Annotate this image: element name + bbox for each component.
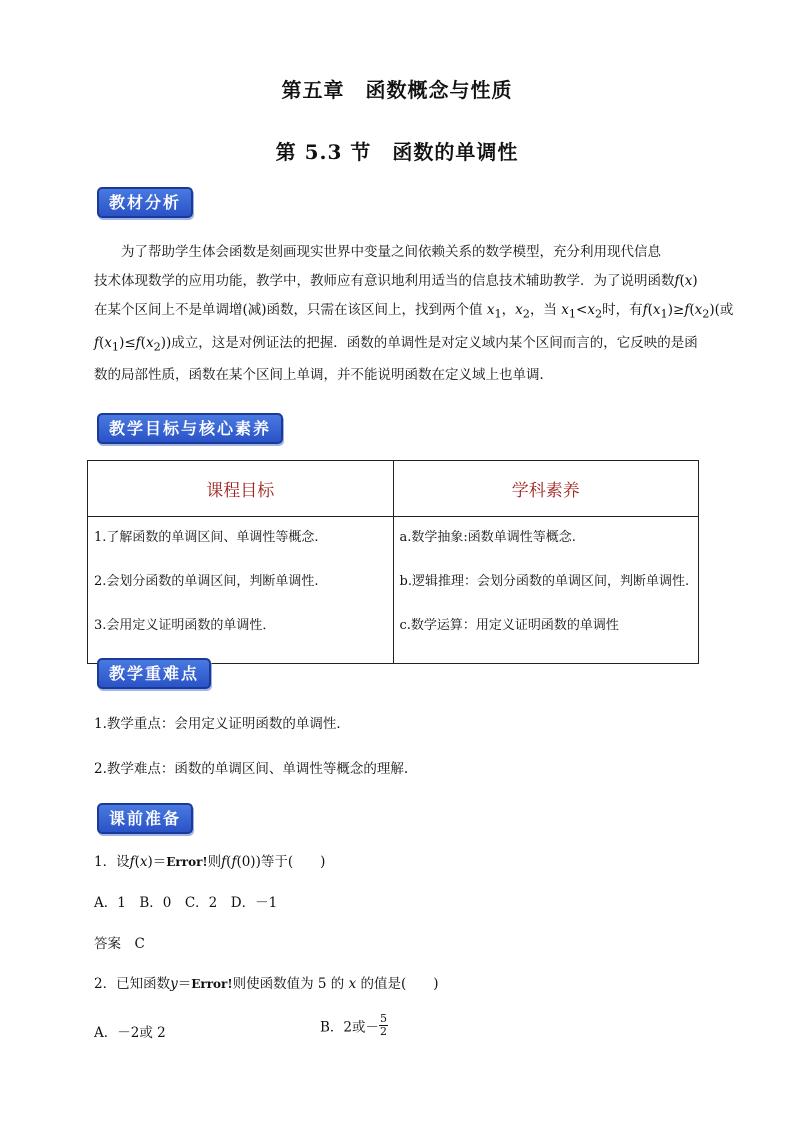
question-1-answer: 答案 C — [94, 936, 145, 952]
analysis-line-2: 技术体现数学的应用功能，教学中，教师应有意识地利用适当的信息技术辅助教学．为了说明函数f(x) — [94, 273, 698, 289]
question-2-option-b: B．2或－ $\frac{5}{2}$ — [320, 1012, 388, 1038]
course-goal-item: 1.了解函数的单调区间、单调性等概念. — [94, 530, 319, 545]
header-literacy: 学科素养 — [393, 461, 699, 517]
course-goal-item: 2.会划分函数的单调区间，判断单调性. — [94, 574, 319, 589]
literacy-item: b.逻辑推理：会划分函数的单调区间，判断单调性. — [399, 574, 690, 589]
analysis-line-4: $f(x_1)\le f(x_2)$)成立，这是对例证法的把握．函数的单调性是对定义域内某个区间而言的，它反映的是函 — [94, 334, 698, 354]
question-1: 1．设f(x)＝Error!则f(f(0))等于( ) — [94, 854, 326, 870]
fraction: $\frac{5}{2}$ — [380, 1012, 388, 1038]
course-goals-cell — [88, 517, 394, 664]
question-2-option-a: A．－2或 2 — [94, 1025, 166, 1041]
error-field: Error! — [166, 855, 208, 869]
header-course-goals: 课程目标 — [88, 461, 394, 517]
key-point: 1.教学重点：会用定义证明函数的单调性． — [94, 716, 350, 732]
badge-goals: 教学目标与核心素养 — [97, 413, 283, 444]
literacy-item: a.数学抽象:函数单调性等概念. — [399, 530, 576, 545]
section-title: 第 5.3 节 函数的单调性 — [275, 140, 519, 164]
question-2: 2．已知函数y＝Error!则使函数值为 5 的 x 的值是( ) — [94, 976, 439, 992]
analysis-line-3: 在某个区间上不是单调增(减)函数，只需在该区间上，找到两个值 $x_1$，$x_2$，当 $x_1<x_2$时，有$f(x_1)\ge f(x_2)$(或 — [94, 302, 734, 321]
error-field: Error! — [191, 977, 233, 991]
question-1-options: A．1 B．0 C．2 D．－1 — [94, 895, 278, 911]
literacy-cell — [393, 517, 699, 664]
difficult-point: 2.教学难点：函数的单调区间、单调性等概念的理解. — [94, 761, 409, 777]
analysis-line-1: 为了帮助学生体会函数是刻画现实世界中变量之间依赖关系的数学模型，充分利用现代信息 — [121, 244, 661, 260]
course-goal-item: 3.会用定义证明函数的单调性． — [94, 618, 276, 633]
badge-preparation: 课前准备 — [97, 803, 193, 834]
badge-textbook-analysis: 教材分析 — [97, 187, 193, 218]
badge-keypoints: 教学重难点 — [97, 658, 211, 689]
analysis-line-5: 数的局部性质，函数在某个区间上单调，并不能说明函数在定义域上也单调． — [94, 367, 553, 384]
goals-table — [87, 460, 699, 664]
chapter-title: 第五章 函数概念与性质 — [281, 78, 513, 102]
analysis-paragraph — [94, 238, 734, 390]
literacy-item: c.数学运算：用定义证明函数的单调性 — [399, 618, 619, 633]
